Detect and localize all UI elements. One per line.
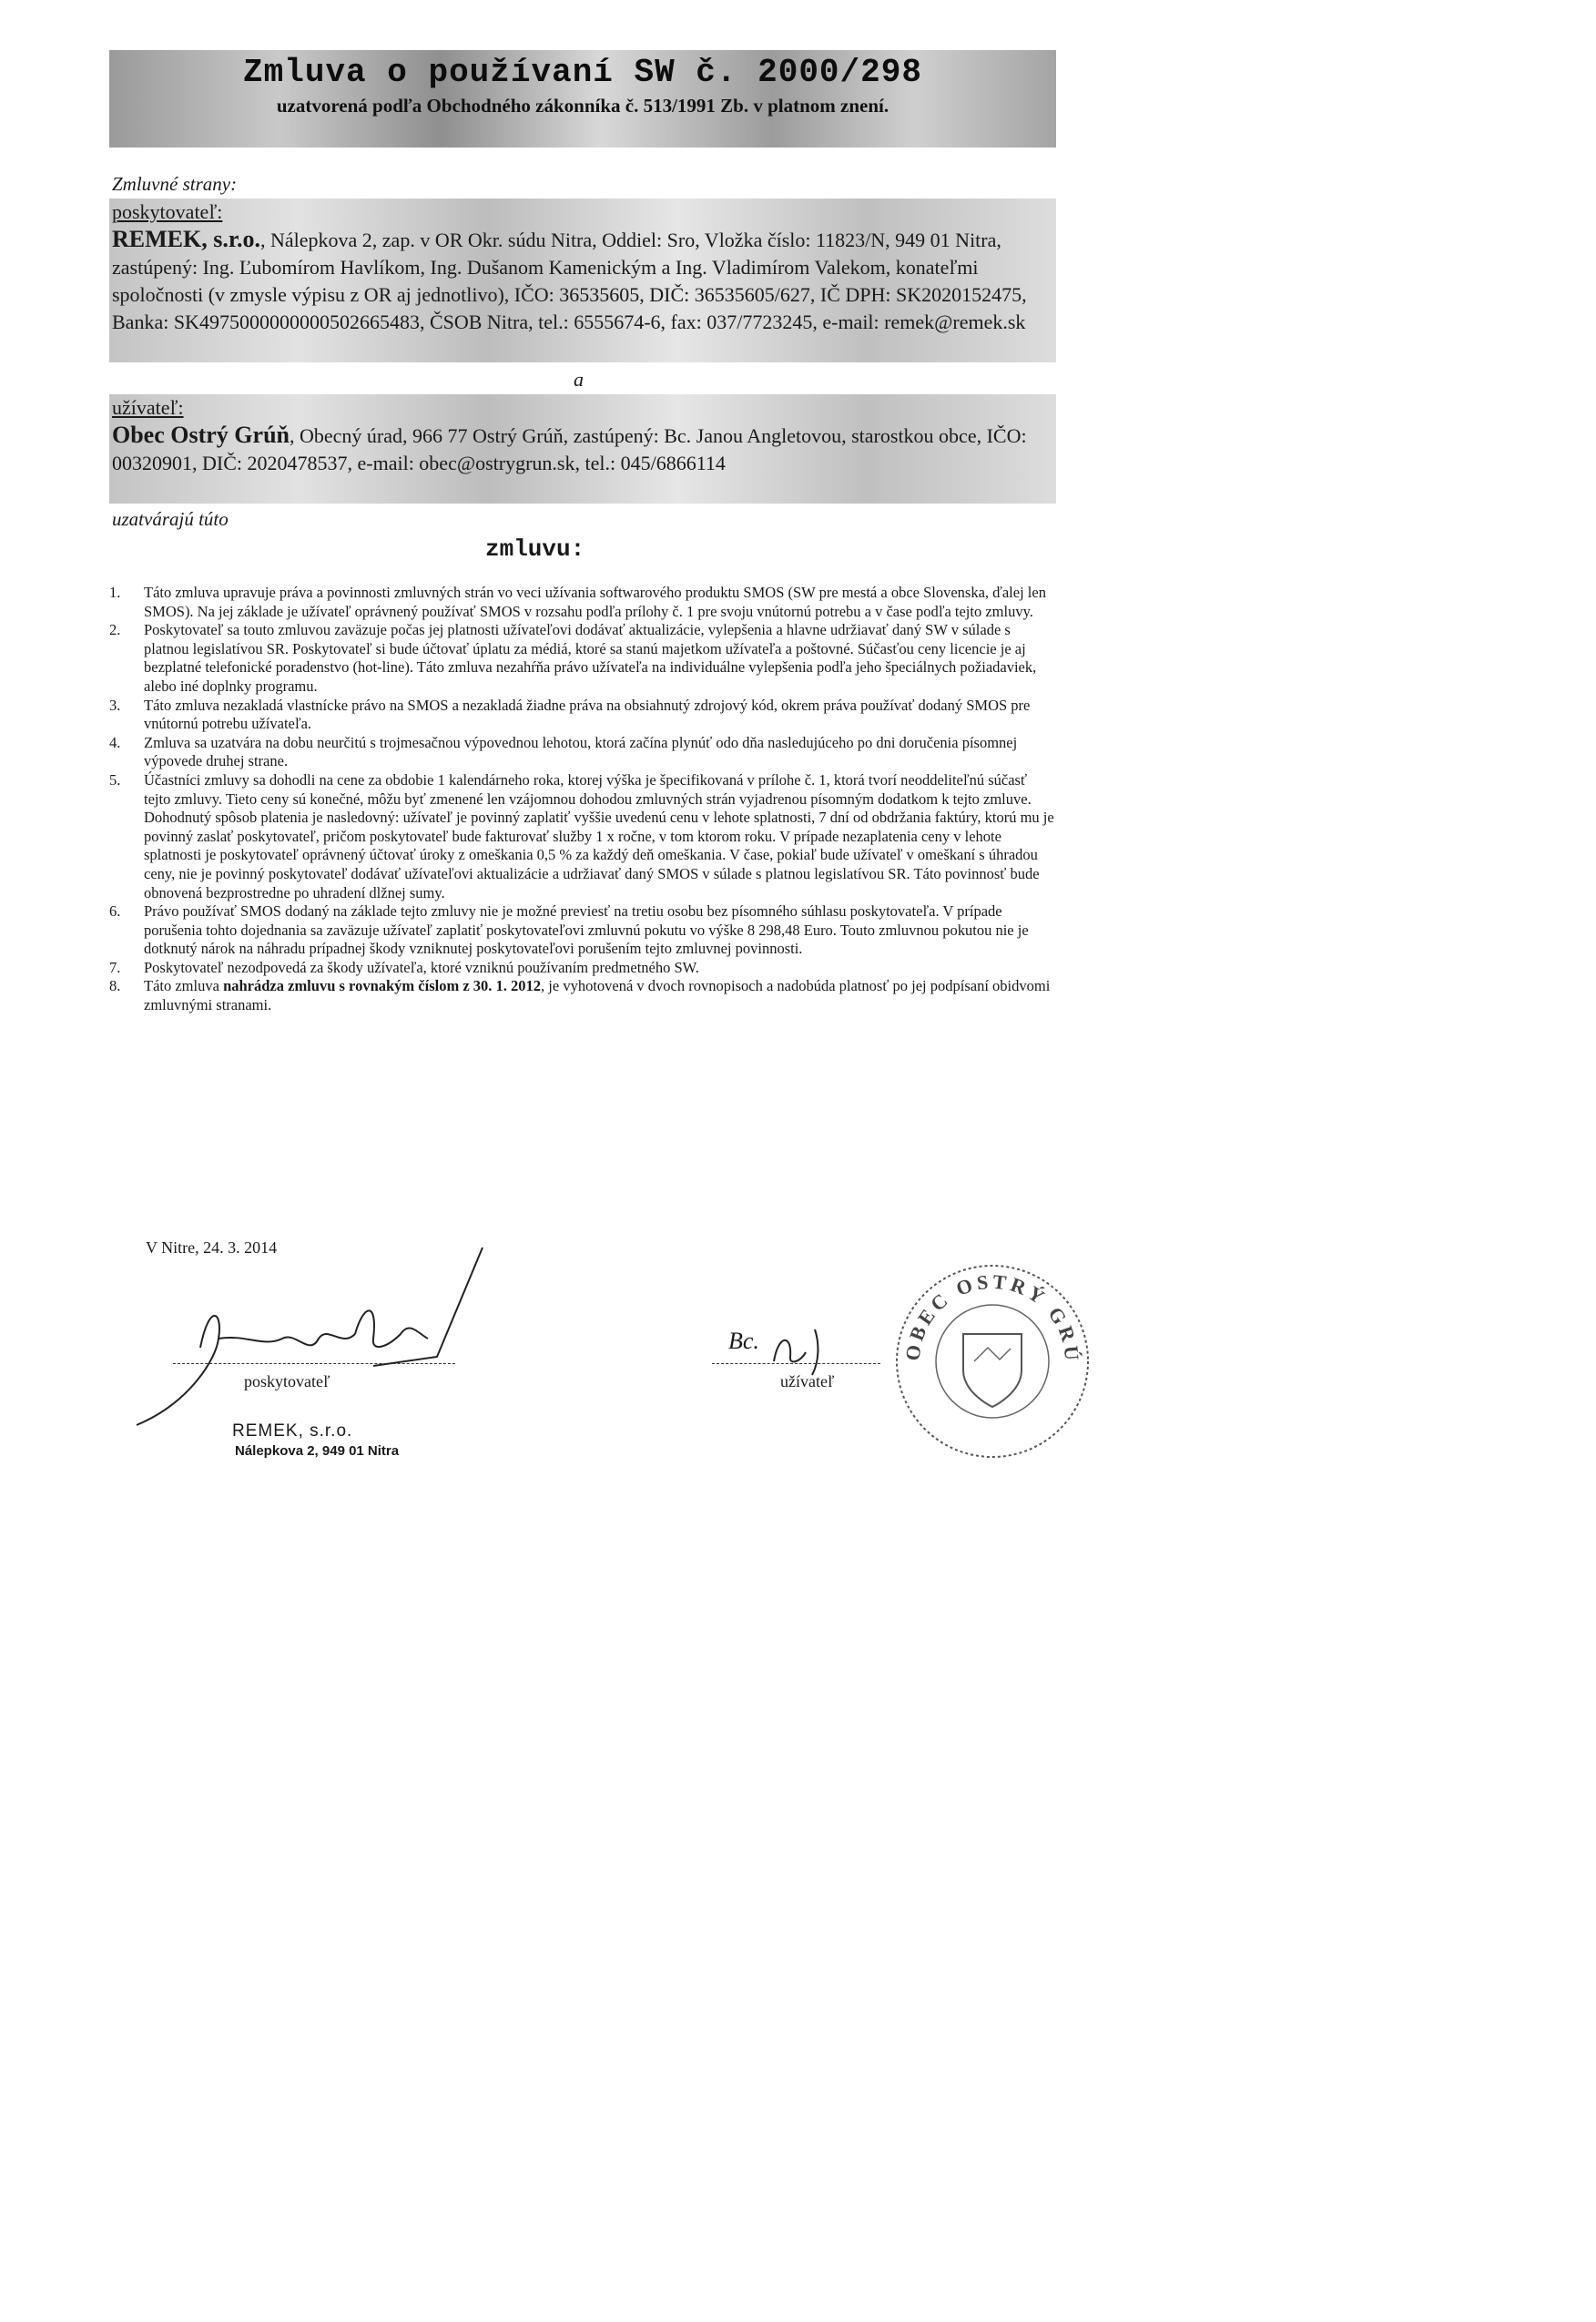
clause (109, 902, 1056, 959)
clause-number: 5. (109, 770, 121, 789)
clause-number: 2. (109, 621, 121, 639)
provider-name: REMEK, s.r.o. (112, 226, 260, 252)
clause-text-bold: nahrádza zmluvu s rovnakým číslom z 30. 1. 2012 (223, 977, 542, 995)
clause-text-before: Táto zmluva (144, 977, 224, 995)
clause-text-after: , je vyhotovená v dvoch rovnopisoch a nadobúda platnosť po jej podpísaní obidvomi zmluvnými stranami. (144, 977, 1051, 1014)
user-signature-label: užívateľ (780, 1372, 835, 1390)
user-role: užívateľ: (112, 396, 184, 419)
clause-text: Táto zmluva upravuje práva a povinnosti zmluvných strán vo veci užívania softwarového produktu SMOS (SW pre mestá a obce Slovenska, ďalej len SMOS). Na jej základe je užívateľ oprávnený používať SMOS v rozsahu podľa prílohy č. 1 pre svoju vnútornú potrebu a v čase podľa tejto zmluvy. (144, 584, 1046, 620)
provider-signature-line (173, 1363, 455, 1364)
clause-text-payment: Dohodnutý spôsob platenia je nasledovný: užívateľ je povinný zaplatiť vyššie uvedenú cenu v lehote splatnosti, 7 dní od obdržania faktúry, ktorú mu je povinný zaslať poskytovateľ, pričom poskytovateľ bude fakturovať služby 1 x ročne, v tom ktorom roku. V prípade nezaplatenia ceny v lehote splatnosti je poskytovateľ oprávnený účtovať úroky z omeškania 0,5 % za každý deň omeškania. V čase, pokiaľ bude užívateľ v omeškaní s úhradou ceny, nie je povinný poskytovateľ dodávať užívateľovi aktualizácie a udržiavať daný SMOS v súlade s platnou legislatívou SR. Táto povinnosť bude obnovená bezprostredne po uhradení dlžnej sumy. (144, 809, 1054, 901)
provider-block (112, 199, 1054, 336)
provider-details: , Nálepkova 2, zap. v OR Okr. súdu Nitra, Oddiel: Sro, Vložka číslo: 11823/N, 949 01 Nitra, zastúpený: Ing. Ľubomírom Havlíkom, Ing. Dušanom Kamenickým a Ing. Vladimírom Valekom, konateľmi spoločnosti (v zmysle výpisu z OR aj jednotlivo), IČO: 36535605, DIČ: 36535605/627, IČ DPH: SK2020152475, Banka: SK4975000000000502665483, ČSOB Nitra, tel.: 6555674-6, fax: 037/7723245, e-mail: remek@remek.sk (112, 229, 1027, 333)
clause-text: Zmluva sa uzatvára na dobu neurčitú s trojmesačnou výpovednou lehotou, ktorá začína plynúť odo dňa nasledujúceho po dni doručenia písomnej výpovede druhej strane. (144, 733, 1018, 770)
contract-heading: zmluvu: (485, 535, 585, 563)
clause-text: Právo používať SMOS dodaný na základe tejto zmluvy nie je možné previesť na tretiu osobu bez písomného súhlasu poskytovateľa. V prípade porušenia tohto dojednania sa zaväzuje užívateľ zaplatiť poskytovateľovi zmluvnú pokutu vo výške 8 298,48 Euro. Touto zmluvnou pokutou nie je dotknutý nárok na náhradu prípadnej škody vzniknutej poskytovateľovi porušením tejto zmluvnej povinnosti. (144, 902, 1029, 958)
clause (109, 771, 1056, 902)
clause (109, 584, 1056, 621)
provider-text (112, 226, 1054, 336)
clause (109, 621, 1056, 696)
provider-role: poskytovateľ: (112, 200, 223, 223)
municipal-stamp-icon (883, 1243, 1093, 1461)
clause (109, 734, 1056, 771)
clause-text: Účastníci zmluvy sa dohodli na cene za obdobie 1 kalendárneho roka, ktorej výška je špecifikovaná v prílohe č. 1, ktorá tvorí neoddeliteľnú súčasť tejto zmluvy. Tieto ceny sú konečné, môžu byť zmenené len vzájomnou dohodou zmluvných strán vyjadrenou písomným dodatkom k tejto zmluve. (144, 770, 1032, 808)
clause (109, 977, 1056, 1014)
clause-number: 4. (109, 733, 121, 751)
user-name: Obec Ostrý Grúň (112, 422, 290, 448)
clause-text: Poskytovateľ sa touto zmluvou zaväzuje počas jej platnosti užívateľovi dodávať aktualizácie, vylepšenia a hlavne udržiavať daný SW v súlade s platnou legislatívou SR. Poskytovateľ si bude účtovať úplatu za médiá, ktoré sa stanú majetkom užívateľa a poštovné. Súčasťou ceny licencie je aj bezplatné telefonické poradenstvo (hot-line). Táto zmluva nezahŕňa právo užívateľa na individuálne vylepšenia podľa jeho špeciálnych požiadaviek, alebo iné doplnky programu. (144, 621, 1037, 695)
user-signature-icon (765, 1325, 838, 1380)
svg-text:OBEC OSTRÝ GRÚŇ (883, 1243, 1083, 1365)
user-text (112, 422, 1054, 477)
clause-number: 6. (109, 902, 121, 921)
and-word: a (574, 368, 584, 391)
clause-number: 7. (109, 958, 121, 976)
provider-signature-icon (137, 1248, 483, 1430)
document-title: Zmluva o používaní SW č. 2000/298 (243, 54, 922, 91)
user-signature-line (712, 1363, 880, 1364)
place-date: V Nitre, 24. 3. 2014 (146, 1238, 278, 1257)
user-handwriting: Bc. (728, 1328, 759, 1354)
clauses-list (109, 584, 1056, 1015)
user-details: , Obecný úrad, 966 77 Ostrý Grúň, zastúpený: Bc. Janou Angletovou, starostkou obce, IČO: 00320901, DIČ: 2020478537, e-mail: obec@ostrygrun.sk, tel.: 045/6866114 (112, 424, 1027, 474)
clause (109, 697, 1056, 734)
provider-signature-label: poskytovateľ (244, 1372, 330, 1390)
clause-number: 1. (109, 584, 121, 601)
user-block (112, 394, 1054, 477)
clause (109, 959, 1056, 978)
clause-text: Táto zmluva nezakladá vlastnícke právo na SMOS a nezakladá žiadne práva na obsiahnutý zdrojový kód, okrem práva používať dodaný SMOS pre vnútornú potrebu užívateľa. (144, 696, 1031, 733)
clause-number: 8. (109, 977, 121, 995)
header-band (109, 50, 1056, 148)
clause-text: Poskytovateľ nezodpovedá za škody užívateľa, ktoré vzniknú používaním predmetného SW. (144, 958, 699, 976)
stamp-ring-text: OBEC OSTRÝ GRÚŇ (883, 1243, 1084, 1365)
document-subtitle: uzatvorená podľa Obchodného zákonníka č. 513/1991 Zb. v platnom znení. (276, 95, 889, 117)
provider-stamp-line1: REMEK, s.r.o. (232, 1421, 353, 1441)
parties-label: Zmluvné strany: (112, 173, 238, 195)
clause-number: 3. (109, 696, 121, 714)
provider-stamp-line2: Nálepkova 2, 949 01 Nitra (235, 1443, 400, 1459)
concluding-text: uzatvárajú túto (112, 508, 229, 530)
